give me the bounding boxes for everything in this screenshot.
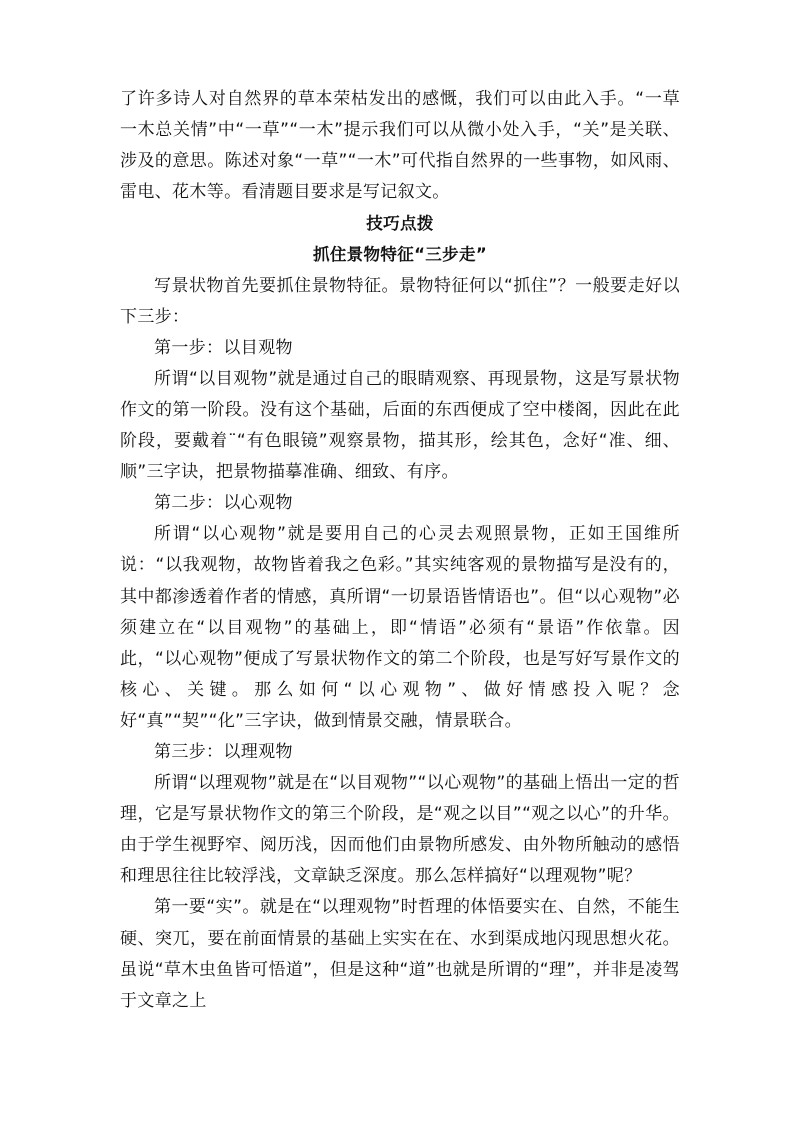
- section-subheading: 抓住景物特征“三步走”: [312, 245, 488, 265]
- body-paragraph: 第一要“实”。就是在“以理观物”时哲理的体悟要实在、自然，不能生硬、突兀，要在前面情景的基础上实实在在、水到渠成地闪现思想火花。虽说“草木虫鱼皆可悟道”，但是这种“道”也就是所谓的“理”，并非是凌驾于文章之上: [120, 897, 680, 1011]
- section-heading: 技巧点拨: [366, 214, 434, 234]
- step-two-title: 第二步：以心观物: [154, 493, 293, 514]
- intro-paragraph: 了许多诗人对自然界的草本荣枯发出的感慨，我们可以由此入手。“一草一木总关情”中“一草”“一木”提示我们可以从微小处入手，“关”是关联、涉及的意思。陈述对象“一草”“一木”可代指自然界的一些事物，如风雨、雷电、花木等。看清题目要求是写记叙文。: [120, 89, 680, 203]
- step-one-title: 第一步：以目观物: [154, 337, 293, 358]
- body-paragraph: 所谓“以目观物”就是通过自己的眼睛观察、再现景物，这是写景状物作文的第一阶段。没有这个基础，后面的东西便成了空中楼阁，因此在此阶段，要戴着¨“有色眼镜”观察景物，描其形，绘其色，念好“准、细、顺”三字诀，把景物描摹准确、细致、有序。: [120, 368, 680, 483]
- document-body: [120, 84, 680, 1017]
- body-paragraph: 写景状物首先要抓住景物特征。景物特征何以“抓住”？一般要走好以下三步：: [120, 275, 680, 327]
- step-three-title: 第三步：以理观物: [154, 741, 293, 762]
- body-paragraph: 所谓“以理观物”就是在“以目观物”“以心观物”的基础上悟出一定的哲理，它是写景状物作文的第三个阶段，是“观之以目”“观之以心”的升华。由于学生视野窄、阅历浅，因而他们由景物所感发、由外物所触动的感悟和理思往往比较浮浅，文章缺乏深度。那么怎样搞好“以理观物”呢？: [120, 773, 680, 887]
- body-paragraph: 所谓“以心观物”就是要用自己的心灵去观照景物，正如王国维所说：“以我观物，故物皆着我之色彩。”其实纯客观的景物描写是没有的，其中都渗透着作者的情感，真所谓“一切景语皆情语也”。但“以心观物”必须建立在“以目观物”的基础上，即“情语”必须有“景语”作依靠。因此，“以心观物”便成了写景状物作文的第二个阶段，也是写好写景作文的核心、关键。那么如何“以心观物”、做好情感投入呢？念好“真”“契”“化”三字诀，做到情景交融，情景联合。: [120, 524, 680, 731]
